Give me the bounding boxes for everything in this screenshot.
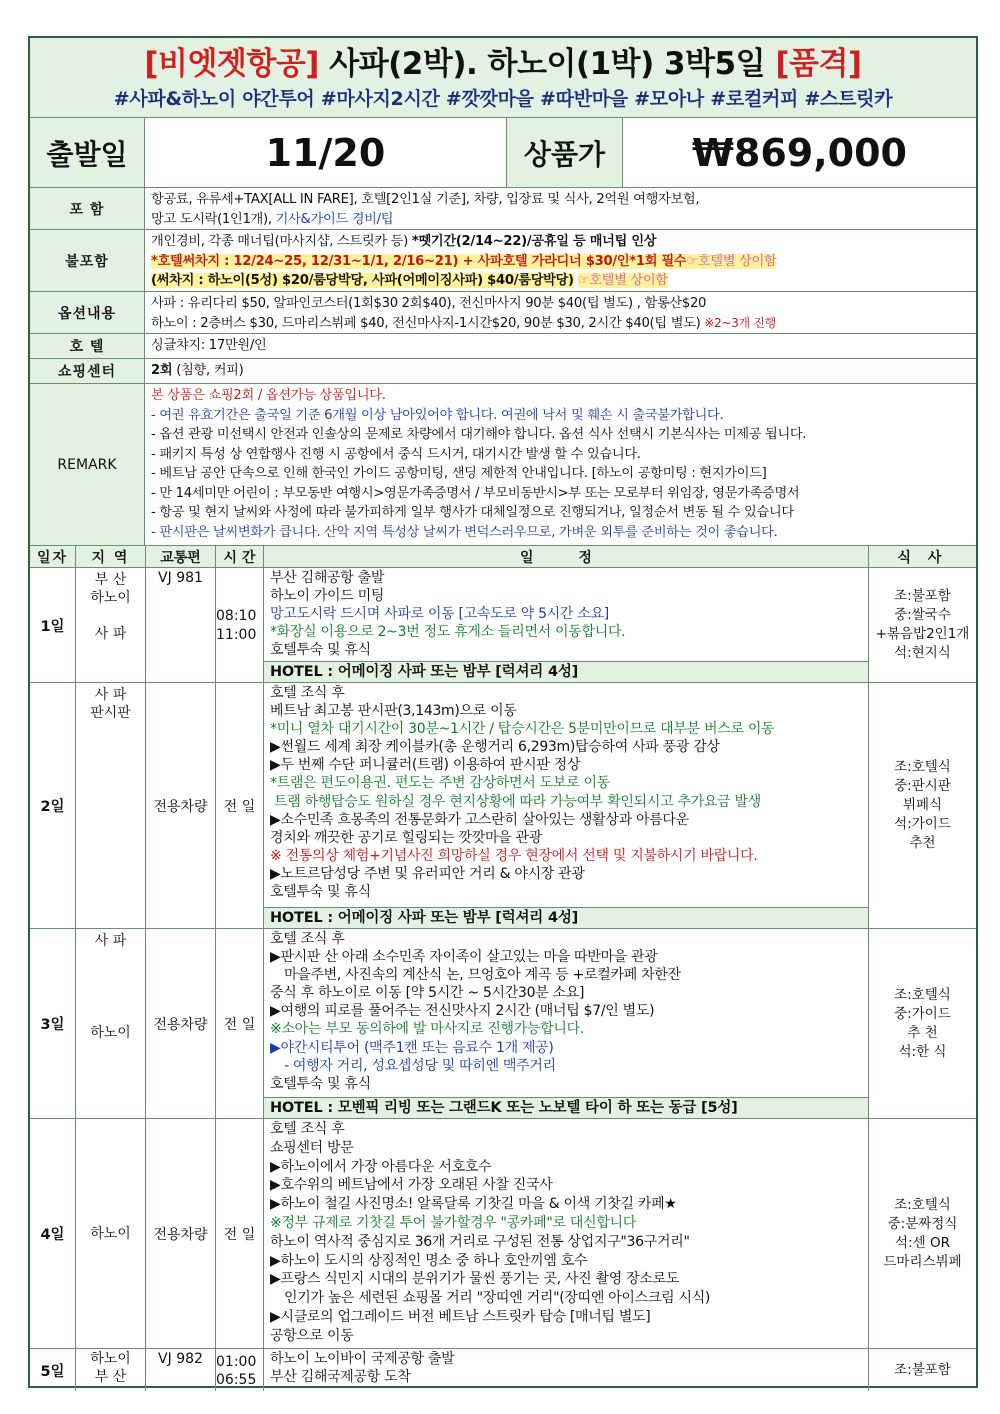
day-itinerary [264, 929, 869, 1118]
include-line-2b: 기사&가이드 경비/팁 [275, 211, 394, 227]
region-top: 사 파 [94, 933, 127, 949]
meal-line: 중:분짜정식 [887, 1215, 958, 1232]
day-transport: 전용차량 [146, 929, 216, 1118]
remark-line: - 패키지 특성 상 연합행사 진행 시 공항에서 중식 드시거, 대기시간 발생 할 수 있습니다. [151, 446, 641, 462]
exclude-line-2a: *호텔써차지 : 12/24~25, 12/31~1/1, 2/16~21) + 사파호텔 가라디너 $30/인*1회 필수 [151, 253, 687, 269]
itinerary-line: ▶시클로의 업그레이드 버전 베트남 스트릿카 탑승 [매너팁 별도] [270, 1308, 651, 1325]
itinerary-line: ▶소수민족 흐몽족의 전통문화가 고스란히 살아있는 생활상과 아름다운 [270, 811, 689, 828]
day-itinerary [264, 1349, 869, 1391]
itinerary-line: ▶여행의 피로를 풀어주는 전신맛사지 2시간 (매너팁 $7/인 별도) [270, 1003, 655, 1020]
itinerary-line: ▶호수위의 베트남에서 가장 오래된 사찰 진국사 [270, 1177, 553, 1194]
itinerary-line: 망고도시락 드시며 사파로 이동 [고속도로 약 5시간 소요] [270, 606, 609, 623]
include-line-2a: 망고 도시락(1인1개), [151, 211, 272, 227]
itinerary-line: 베트남 최고봉 판시판(3,143m)으로 이동 [270, 703, 517, 720]
meal-line: 중:판시판 [894, 778, 951, 794]
remark-line: - 만 14세미만 어린이 : 부모동반 여행시>영문가족증명서 / 부모비동반시>부 또는 모로부터 위임장, 영문가족증명서 [151, 485, 800, 501]
day-transport: VJ 981 [146, 568, 216, 682]
itinerary-line: 호텔 조식 후 [270, 1121, 345, 1137]
day-itinerary [264, 568, 869, 682]
day-transport: VJ 982 [146, 1349, 216, 1391]
departure-label: 출발일 [30, 118, 145, 187]
meal-line: 추천 [909, 835, 936, 851]
exclude-line-1b: *뗏기간(2/14~22)/공휴일 등 매너팁 인상 [411, 234, 657, 249]
day-meals [869, 1119, 976, 1348]
day-label: 2일 [30, 683, 76, 928]
col-itinerary: 일 정 [264, 546, 869, 567]
itinerary-line: *트램은 편도이용권. 편도는 주변 감상하면서 도보로 이동 [270, 775, 610, 792]
meal-line: 석:현지식 [894, 645, 951, 661]
itinerary-line: 경치와 깨끗한 공기로 힐링되는 깟깟마을 관광 [270, 829, 543, 846]
meal-line: 뷔페식 [902, 797, 943, 813]
day-transport: 전용차량 [146, 683, 216, 928]
itinerary-line: 인기가 높은 세련된 쇼핑몰 거리 "장띠엔 거리"(장띠엔 아이스크림 시식) [284, 1290, 711, 1307]
itinerary-line: ▶하노이에서 가장 아름다운 서호호수 [270, 1158, 492, 1175]
price-value: ₩869,000 [692, 130, 907, 175]
day-time: 전 일 [216, 929, 264, 1118]
day-meals [869, 683, 976, 928]
region-top: 부 산 [94, 572, 127, 588]
price-label: 상품가 [507, 118, 623, 187]
hotel-line: HOTEL : 모벤픽 리빙 또는 그랜드K 또는 노보텔 타이 하 또는 동급 [5성] [264, 1097, 868, 1118]
exclude-line-1a: 개인경비, 각종 매너팁(마사지샵, 스트릿카 등) [151, 234, 408, 249]
itinerary-sheet [28, 36, 978, 1388]
itinerary-line: 호텔투숙 및 휴식 [270, 884, 371, 901]
region-mid: 판시판 [90, 705, 131, 721]
departure-date: 11/20 [145, 118, 507, 187]
hotel-line: HOTEL : 어메이징 사파 또는 밤부 [럭셔리 4성] [264, 907, 868, 928]
day-region [76, 1349, 146, 1391]
exclude-line-2b: ☞호텔별 상이함 [686, 253, 777, 269]
meal-line: 조:불포함 [894, 588, 951, 604]
itinerary-line: ▶야간시티투어 (맥주1캔 또는 음료수 1개 제공) [270, 1039, 554, 1056]
remark-label: REMARK [30, 384, 145, 545]
hotel-info-label: 호 텔 [30, 334, 145, 358]
itinerary-line: 하노이 역사적 중심지로 36개 거리로 구성된 전통 상업지구"36구거리" [270, 1233, 690, 1250]
day-label: 1일 [30, 568, 76, 682]
day-meals [869, 1349, 976, 1391]
itinerary-line: 부산 김해공항 출발 [270, 570, 385, 586]
shopping-row [30, 359, 976, 384]
meal-line: 석:가이드 [894, 816, 951, 832]
meal-line: 중:쌀국수 [894, 607, 951, 623]
remark-line: - 판시판은 날씨변화가 큽니다. 산악 지역 특성상 날씨가 변덕스러우므로, 가벼운 외투를 준비하는 것이 좋습니다. [151, 524, 778, 540]
day-region [76, 568, 146, 682]
shopping-count: 2회 [151, 363, 173, 378]
remark-line: - 베트남 공안 단속으로 인해 한국인 가이드 공항미팅, 샌딩 제한적 안내입니다. [하노이 공항미팅 : 현지가이드] [151, 466, 767, 481]
remark-line: - 여권 유효기간은 출국일 기준 6개월 이상 남아있어야 합니다. 여권에 낙서 및 훼손 시 출국불가합니다. [151, 407, 724, 423]
day-label: 5일 [30, 1349, 76, 1391]
meal-line: 조:호텔식 [894, 759, 951, 775]
day-time [216, 568, 264, 682]
include-label: 포 함 [30, 188, 145, 229]
options-line-2: 하노이 : 2층버스 $30, 드마리스뷔페 $40, 전신마사지-1시간$20, 90분 $30, 2시간 $40(팁 별도) [151, 315, 701, 331]
schedule-header [30, 546, 976, 568]
day-itinerary [264, 1119, 869, 1348]
shopping-label: 쇼핑센터 [30, 359, 145, 383]
meal-line: 석:한 식 [898, 1043, 947, 1060]
meal-line: 조:호텔식 [894, 986, 951, 1003]
exclude-label: 불포함 [30, 230, 145, 291]
itinerary-line: ▶두 번째 수단 퍼니큘러(트램) 이용하여 판시판 정상 [270, 757, 581, 774]
region-bottom: 사 파 [94, 626, 127, 642]
airline-name: [비엣젯항공] [144, 46, 319, 82]
itinerary-line: ▶프랑스 식민지 시대의 분위기가 물씬 풍기는 곳, 사진 촬영 장소로도 [270, 1271, 680, 1288]
day-meals [869, 929, 976, 1118]
options-row [30, 292, 976, 334]
itinerary-line: 공항으로 이동 [270, 1327, 354, 1344]
route-name: 사파(2박). 하노이(1박) 3박5일 [329, 46, 766, 82]
col-region: 지 역 [76, 546, 146, 567]
region-top: 사 파 [94, 687, 127, 703]
options-label: 옵션내용 [30, 292, 145, 333]
day-itinerary [264, 683, 869, 928]
itinerary-line: *미니 열차 대기시간이 30분~1시간 / 탑승시간은 5분미만이므로 대부분 버스로 이동 [270, 721, 775, 738]
include-line-1: 항공료, 유류세+TAX[ALL IN FARE], 호텔[2인1실 기준], 차량, 입장료 및 식사, 2억원 여행자보험, [151, 192, 700, 207]
itinerary-line: ※ 전통의상 체험+기념사진 희망하실 경우 현장에서 선택 및 지불하시기 바랍니다. [270, 847, 758, 864]
day-row-4 [30, 1119, 976, 1349]
time-arrive: 06:55 [216, 1371, 257, 1388]
day-row-2 [30, 683, 976, 929]
day-region [76, 929, 146, 1118]
itinerary-line: ▶하노이 도시의 상징적인 명소 중 하나 호안끼엠 호수 [270, 1252, 588, 1269]
hotel-info-row [30, 334, 976, 359]
day-region [76, 683, 146, 928]
product-title [30, 44, 976, 84]
remark-line: - 항공 및 현지 날씨와 사정에 따라 불가피하게 일부 행사가 대체일정으로 진행되거나, 일정순서 변동 될 수 있습니다 [151, 505, 794, 520]
itinerary-line: *화장실 이용으로 2~3번 정도 휴게소 들리면서 이동합니다. [270, 624, 626, 641]
itinerary-line: 트램 하행탑승도 원하실 경우 현지상황에 따라 가능여부 확인되시고 추가요금 발생 [274, 793, 761, 810]
itinerary-line: 부산 김해국제공항 도착 [270, 1369, 411, 1385]
day-transport: 전용차량 [146, 1119, 216, 1348]
exclude-line-3a: (써차지 : 하노이(5성) $20/룸당박당, 사파(어메이징사파) $40/룸당박당) [151, 273, 574, 288]
hashtags: #사파&하노이 야간투어 #마사지2시간 #깟깟마을 #따반마을 #모아나 #로컬커피 #스트릿카 [113, 88, 893, 110]
itinerary-line: 하노이 노이바이 국제공항 출발 [270, 1351, 455, 1367]
meal-line: +볶음밥2인1개 [875, 626, 970, 642]
day-time: 전 일 [216, 683, 264, 928]
itinerary-line: ▶하노이 철길 사진명소! 알록달록 기찻길 마을 & 이색 기찻길 카페★ [270, 1196, 677, 1213]
meal-line: 조:호텔식 [894, 1196, 951, 1213]
hotel-line: HOTEL : 어메이징 사파 또는 밤부 [럭셔리 4성] [264, 661, 868, 682]
day-row-1 [30, 568, 976, 683]
day-time: 전 일 [216, 1119, 264, 1348]
region-bottom: 부 산 [94, 1369, 127, 1385]
remark-line: 본 상품은 쇼핑2회 / 옵션가능 상품입니다. [151, 388, 386, 403]
day-time [216, 1349, 264, 1391]
options-line-1: 사파 : 유리다리 $50, 알파인코스터(1회$30 2회$40), 전신마사지 90분 $40(팁 별도) , 함롱산$20 [151, 296, 707, 311]
itinerary-line: 호텔투숙 및 휴식 [270, 642, 371, 659]
summary-row [30, 118, 976, 188]
day-region [76, 1119, 146, 1348]
itinerary-line: 쇼핑센터 방문 [270, 1139, 354, 1156]
day-meals [869, 568, 976, 682]
include-row [30, 188, 976, 230]
header [30, 38, 976, 118]
itinerary-line: ※정부 규제로 기찻길 투어 불가할경우 "콩카페"로 대신합니다 [270, 1214, 636, 1231]
itinerary-line: 하노이 가이드 미팅 [270, 588, 385, 605]
exclude-row [30, 230, 976, 292]
time-depart: 01:00 [216, 1353, 257, 1370]
meal-line: 석:센 OR [895, 1234, 950, 1251]
day-row-3 [30, 929, 976, 1119]
itinerary-line: ▶노트르담성당 주변 및 유러피안 거리 & 야시장 관광 [270, 865, 585, 882]
region-top: 하노이 [90, 1351, 131, 1367]
meal-line: 중:가이드 [894, 1005, 951, 1022]
meal-line: 드마리스뷔페 [883, 1253, 962, 1270]
itinerary-line: 호텔투숙 및 휴식 [270, 1075, 371, 1092]
itinerary-line: ▶판시판 산 아래 소수민족 자이족이 살고있는 마을 따반마을 관광 [270, 949, 658, 966]
exclude-line-3b: ☞호텔별 상이함 [577, 273, 668, 288]
grade-badge: [품격] [775, 46, 862, 82]
itinerary-line: - 여행자 거리, 성요셉성당 및 따히엔 맥주거리 [284, 1057, 556, 1074]
col-transport: 교통편 [146, 546, 216, 567]
col-day: 일자 [30, 546, 76, 567]
day-label: 3일 [30, 929, 76, 1118]
day-label: 4일 [30, 1119, 76, 1348]
meal-line: 조:불포함 [894, 1361, 951, 1378]
region-mid: 하노이 [90, 1225, 131, 1242]
itinerary-line: 마을주변, 사진속의 계산식 논, 므엉호아 계곡 등 +로컬카페 차한잔 [284, 967, 681, 984]
remark-line: - 옵션 관광 미선택시 안전과 인솔상의 문제로 차량에서 대기해야 합니다. 옵션 식사 선택시 기본식사는 미제공 됩니다. [151, 427, 807, 442]
time-depart: 08:10 [216, 608, 257, 624]
itinerary-line: 호텔 조식 후 [270, 931, 345, 947]
shopping-items: (침향, 커피) [176, 363, 244, 378]
time-arrive: 11:00 [216, 627, 257, 643]
col-time: 시 간 [216, 546, 264, 567]
col-meal: 식 사 [897, 549, 948, 566]
remark-row [30, 384, 976, 546]
itinerary-line: 중식 후 하노이로 이동 [약 5시간 ~ 5시간30분 소요] [270, 985, 585, 1002]
itinerary-line: 호텔 조식 후 [270, 685, 345, 701]
itinerary-line: ▶썬월드 세계 최장 케이블카(총 운행거리 6,293m)탑승하여 사파 풍광 감상 [270, 739, 720, 756]
region-bottom: 하노이 [90, 1025, 131, 1041]
hotel-info-value: 싱글챠지: 17만원/인 [151, 338, 267, 353]
day-row-5 [30, 1349, 976, 1391]
region-mid: 하노이 [90, 590, 131, 606]
options-note: ※2~3개 진행 [704, 315, 776, 330]
meal-line: 추 천 [907, 1024, 938, 1041]
itinerary-line: ※소아는 부모 동의하에 발 마사지로 진행가능합니다. [270, 1021, 585, 1038]
